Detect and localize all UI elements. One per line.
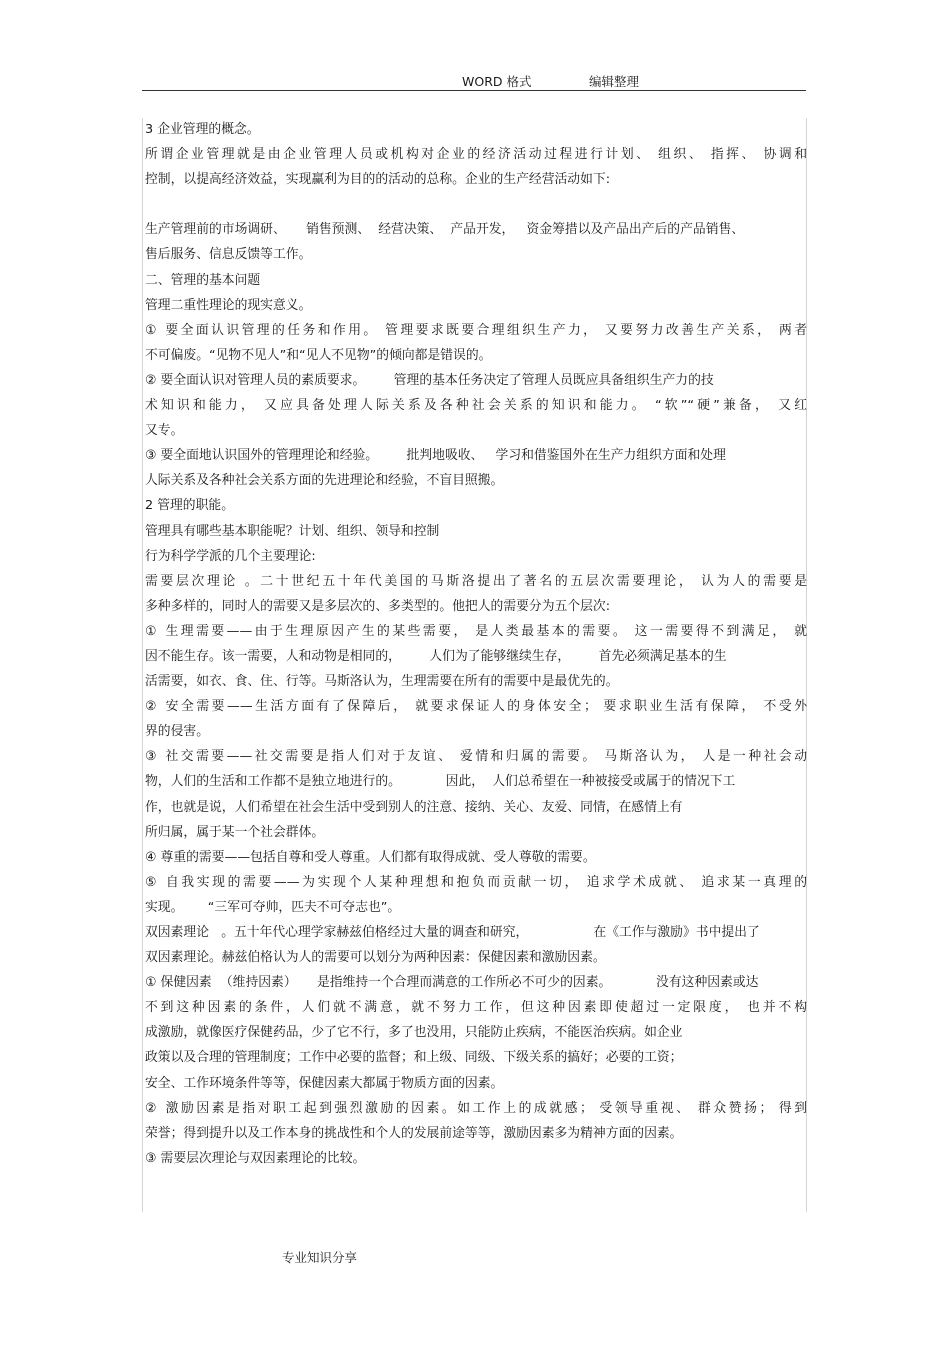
text-line (145, 192, 807, 217)
text-line: 所谓企业管理就是由企业管理人员或机构对企业的经济活动过程进行计划、 组织、 指挥、 协调和 (145, 147, 807, 163)
text-line: 2 管理的职能。 (145, 498, 234, 514)
text-line: 政策以及合理的管理制度；工作中必要的监督；和上级、同级、下级关系的搞好；必要的工资； (145, 1050, 683, 1066)
text-line: ③ 要全面地认识国外的管理理论和经验。 批判地吸收、 学习和借鉴国外在生产力组织方面和处理 (145, 448, 726, 464)
text-line: 多种多样的，同时人的需要又是多层次的、多类型的。他把人的需要分为五个层次: (145, 598, 610, 614)
text-line: 作，也就是说，人们希望在社会生活中受到别人的注意、接纳、关心、友爱、同情，在感情上有 (145, 799, 683, 815)
text-line: ③ 社交需要——社交需要是指人们对于友谊、 爱情和归属的需要。 马斯洛认为， 人是一种社会动 (145, 749, 807, 765)
text-line: ④ 尊重的需要——包括自尊和受人尊重。人们都有取得成就、受人尊敬的需要。 (145, 849, 596, 865)
text-line: ② 安全需要——生活方面有了保障后， 就要求保证人的身体安全； 要求职业生活有保障， 不受外 (145, 699, 807, 715)
page-header (142, 68, 806, 91)
text-line: 实现。 “三军可夺帅，匹夫不可夺志也”。 (145, 899, 401, 915)
text-line: 管理具有哪些基本职能呢？计划、组织、领导和控制 (145, 523, 440, 539)
text-line: ① 生理需要——由于生理原因产生的某些需要， 是人类最基本的需要。 这一需要得不到满足， 就 (145, 623, 807, 639)
text-line: ② 要全面认识对管理人员的素质要求。 管理的基本任务决定了管理人员既应具备组织生产力的技 (145, 372, 714, 388)
text-line: 控制，以提高经济效益，实现赢利为目的的活动的总称。企业的生产经营活动如下: (145, 172, 610, 188)
text-line: ⑤ 自我实现的需要——为实现个人某种理想和抱负而贡献一切， 追求学术成就、 追求某一真理的 (145, 874, 807, 890)
text-line: 成激励，就像医疗保健药品，少了它不行，多了也没用，只能防止疾病，不能医治疾病。如企业 (145, 1025, 683, 1041)
text-line: 活需要，如衣、食、住、行等。马斯洛认为，生理需要在所有的需要中是最优先的。 (145, 674, 619, 690)
text-line: 行为科学学派的几个主要理论: (145, 548, 316, 564)
text-line: 因不能生存。该一需要，人和动物是相同的， 人们为了能够继续生存， 首先必须满足基本的生 (145, 648, 727, 664)
text-line: 界的侵害。 (145, 724, 209, 740)
text-line: 生产管理前的市场调研、 销售预测、 经营决策、 产品开发， 资金筹措以及产品出产后的产品销售、 (145, 222, 745, 238)
text-line: 安全、工作环境条件等等，保健因素大都属于物质方面的因素。 (145, 1075, 504, 1091)
text-line: 不可偏废。“见物不见人”和“见人不见物”的倾向都是错误的。 (145, 347, 492, 363)
text-line: 双因素理论。赫兹伯格认为人的需要可以划分为两种因素：保健因素和激励因素。 (145, 950, 606, 966)
text-line: 术知识和能力， 又应具备处理人际关系及各种社会关系的知识和能力。 “软”“硬”兼备， 又红 (145, 398, 807, 414)
text-line: 二、管理的基本问题 (145, 272, 261, 288)
page-footer: 专业知识分享 (282, 1250, 358, 1265)
left-margin-line (142, 118, 143, 1212)
text-line: 人际关系及各种社会关系方面的先进理论和经验，不盲目照搬。 (145, 473, 504, 489)
text-line: 管理二重性理论的现实意义。 (145, 297, 312, 313)
text-line: 3 企业管理的概念。 (145, 122, 260, 137)
text-line: 物，人们的生活和工作都不是独立地进行的。 因此， 人们总希望在一种被接受或属于的情况下工 (145, 774, 736, 790)
text-line: 所归属，属于某一个社会群体。 (145, 824, 325, 840)
text-line: 售后服务、信息反馈等工作。 (145, 247, 312, 263)
text-line: 不到这种因素的条件，人们就不满意，就不努力工作，但这种因素即使超过一定限度， 也并不构 (145, 1000, 807, 1016)
header-left-text: WORD 格式 (462, 74, 532, 89)
header-right-text: 编辑整理 (589, 74, 640, 89)
document-body (145, 117, 807, 1171)
text-line: ① 保健因素 （维持因素） 是指维持一个合理而满意的工作所必不可少的因素。 没有这种因素或达 (145, 975, 759, 991)
text-line: 荣誉；得到提升以及工作本身的挑战性和个人的发展前途等等，激励因素多为精神方面的因素。 (145, 1125, 683, 1141)
text-line: 双因素理论 。五十年代心理学家赫兹伯格经过大量的调查和研究， 在《工作与激励》书中提出了 (145, 925, 760, 940)
text-line: ② 激励因素是指对职工起到强烈激励的因素。如工作上的成就感； 受领导重视、 群众赞扬； 得到 (145, 1100, 807, 1116)
text-line: 需要层次理论 。二十世纪五十年代美国的马斯洛提出了著名的五层次需要理论， 认为人的需要是 (145, 573, 807, 589)
text-line: ③ 需要层次理论与双因素理论的比较。 (145, 1150, 366, 1166)
text-line: 又专。 (145, 423, 184, 439)
text-line: ① 要全面认识管理的任务和作用。 管理要求既要合理组织生产力， 又要努力改善生产关系， 两者 (145, 322, 807, 338)
